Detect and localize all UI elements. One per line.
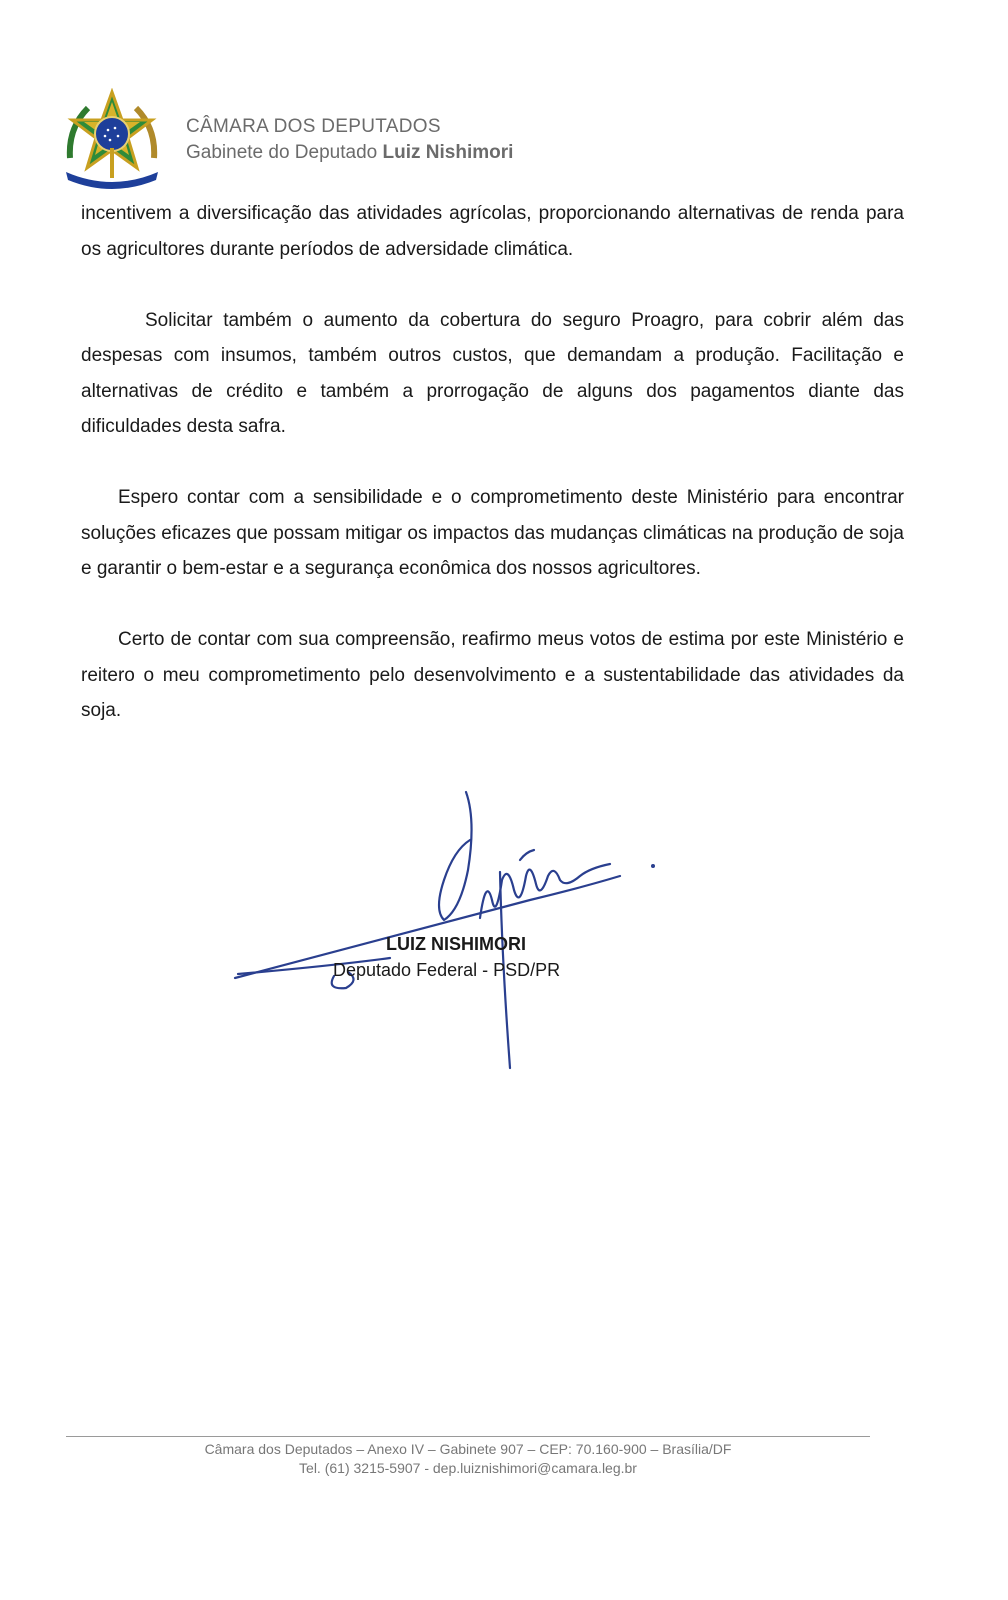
office-deputy-name: Luiz Nishimori (382, 142, 514, 163)
signature-block (230, 780, 670, 1080)
signer-role: Deputado Federal - PSD/PR (333, 960, 561, 980)
paragraph-3: Espero contar com a sensibilidade e o comprometimento deste Ministério para encontrar soluções eficazes que possam mitigar os impactos das mudanças climáticas na produção de soja e garantir o bem-estar e a segurança econômica dos nossos agricultores. (81, 487, 904, 579)
paragraph-4: Certo de contar com sua compreensão, reafirmo meus votos de estima por este Ministério e reitero o meu comprometimento pelo desenvolvimento e a sustentabilidade das atividades da soja. (81, 629, 904, 721)
handwritten-signature (230, 780, 670, 1080)
institution-name: CÂMARA DOS DEPUTADOS (186, 116, 441, 137)
letterhead (60, 88, 760, 198)
footer-divider (66, 1436, 870, 1437)
brazil-coat-of-arms-icon (60, 88, 164, 192)
office-prefix: Gabinete do Deputado (186, 142, 383, 163)
footer (66, 1440, 870, 1478)
paragraph-2: Solicitar também o aumento da cobertura do seguro Proagro, para cobrir além das despesas com insumos, também outros custos, que demandam a produção. Facilitação e alternativas de crédito e também a prorrogação de alguns dos pagamentos diante das dificuldades desta safra. (81, 309, 904, 437)
signer-name: LUIZ NISHIMORI (386, 934, 526, 954)
office-line (186, 140, 513, 166)
footer-address: Câmara dos Deputados – Anexo IV – Gabinete 907 – CEP: 70.160-900 – Brasília/DF (204, 1441, 732, 1457)
paragraph-1: incentivem a diversificação das atividades agrícolas, proporcionando alternativas de renda para os agricultores durante períodos de adversidade climática. (81, 203, 904, 260)
letter-body (81, 196, 904, 764)
letterhead-text (186, 114, 513, 166)
footer-contact: Tel. (61) 3215-5907 - dep.luiznishimori@camara.leg.br (299, 1460, 637, 1476)
